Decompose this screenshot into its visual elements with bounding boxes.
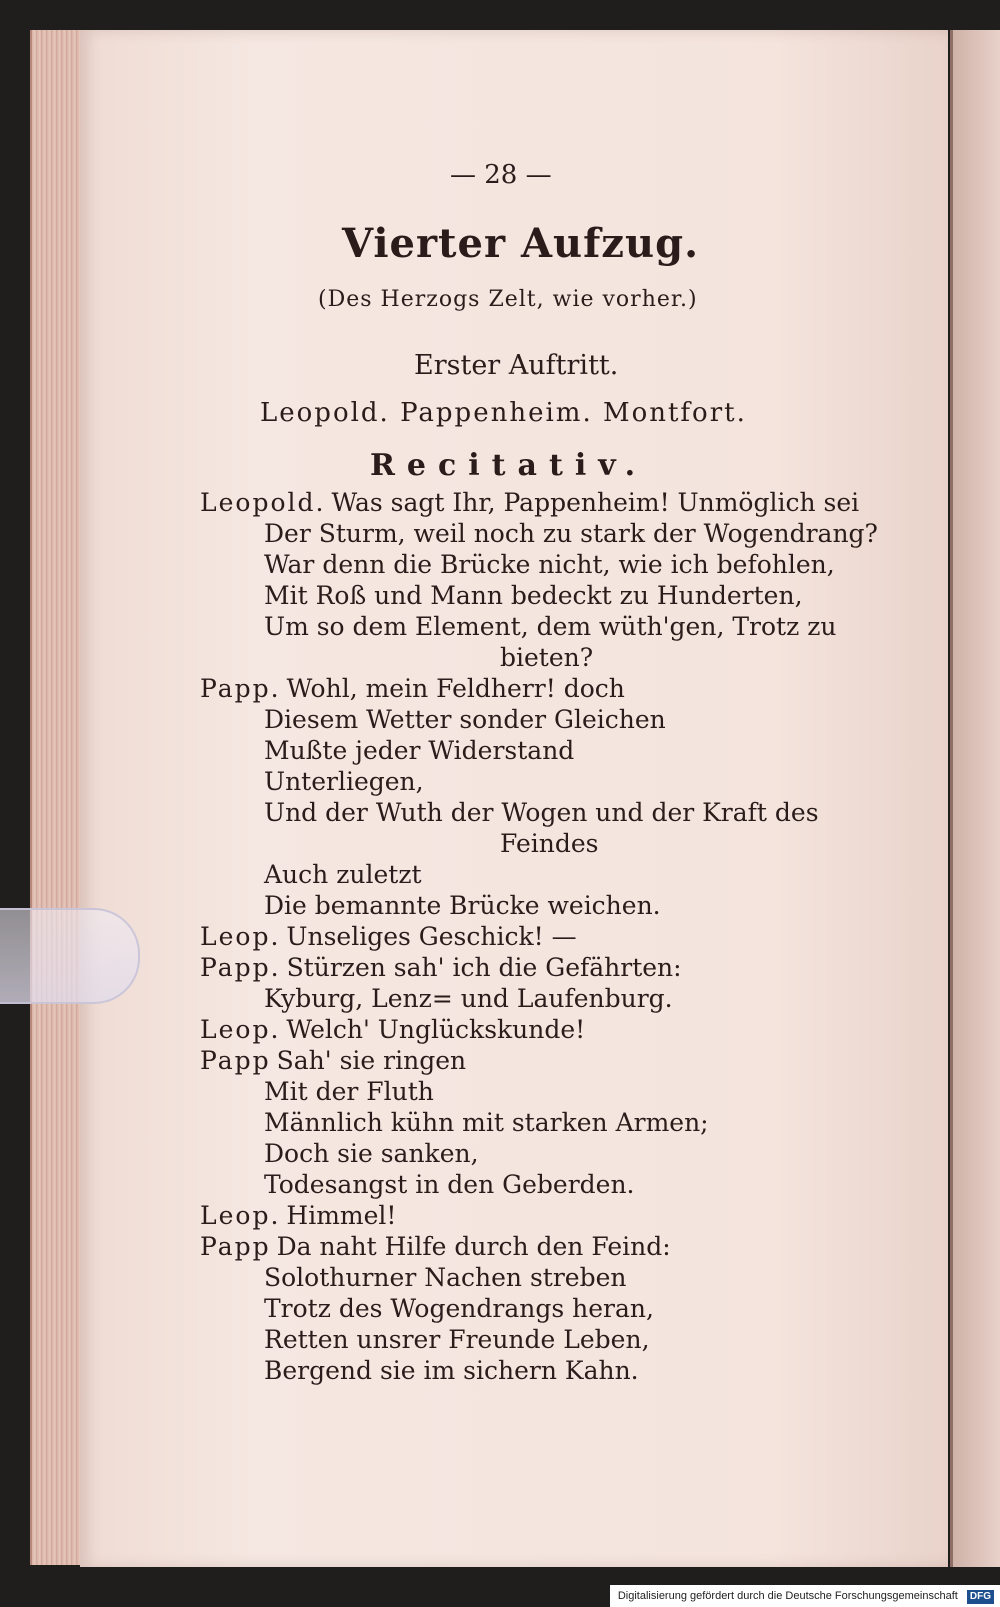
line-text: Doch sie sanken,: [264, 1139, 479, 1168]
line-text: Feindes: [500, 829, 599, 858]
line-text: Mußte jeder Widerstand: [264, 736, 575, 765]
dialogue-line: [200, 1076, 860, 1107]
digitization-credit: [610, 1585, 1000, 1607]
speaker-name: Papp.: [200, 674, 281, 703]
dialogue-line: [200, 1107, 860, 1138]
line-text: War denn die Brücke nicht, wie ich befohlen,: [264, 550, 835, 579]
line-text: Um so dem Element, dem wüth'gen, Trotz zu: [264, 612, 837, 641]
line-text: Mit Roß und Mann bedeckt zu Hunderten,: [264, 581, 803, 610]
line-text: Und der Wuth der Wogen und der Kraft des: [264, 798, 819, 827]
line-text: Himmel!: [286, 1201, 397, 1230]
dialogue-line: [200, 766, 860, 797]
line-text: Diesem Wetter sonder Gleichen: [264, 705, 666, 734]
dialogue-line: [200, 611, 860, 642]
dialogue-line: [200, 983, 860, 1014]
dialogue-line: [200, 487, 860, 518]
line-text: Kyburg, Lenz= und Laufenburg.: [264, 984, 673, 1013]
dialogue-line: [200, 1169, 860, 1200]
line-text: Unterliegen,: [264, 767, 424, 796]
dialogue-line: [200, 1045, 860, 1076]
dfg-logo: DFG: [967, 1590, 994, 1604]
line-text: Unseliges Geschick! —: [286, 922, 577, 951]
page-number: — 28 —: [450, 160, 552, 190]
dialogue-line: [200, 952, 860, 983]
dialogue-line: [200, 580, 860, 611]
line-text: Welch' Unglückskunde!: [286, 1015, 586, 1044]
speaker-name: Leop.: [200, 1201, 281, 1230]
speaker-name: Papp: [200, 1046, 271, 1075]
speaker-name: Leop.: [200, 922, 281, 951]
line-text: Stürzen sah' ich die Gefährten:: [286, 953, 682, 982]
dialogue-line: [200, 518, 878, 549]
dialogue-line: [200, 1355, 860, 1386]
dialogue-line: [200, 735, 860, 766]
cast-list: Leopold. Pappenheim. Montfort.: [260, 398, 747, 428]
dialogue-line: [200, 921, 860, 952]
line-text: Todesangst in den Geberden.: [264, 1170, 635, 1199]
line-text: Mit der Fluth: [264, 1077, 434, 1106]
dialogue-line: [200, 1262, 860, 1293]
dialogue-line: [200, 859, 860, 890]
dialogue-line: [200, 1293, 860, 1324]
line-text: Männlich kühn mit starken Armen;: [264, 1108, 709, 1137]
line-text: Was sagt Ihr, Pappenheim! Unmöglich sei: [331, 488, 860, 517]
dialogue-line: [200, 549, 860, 580]
act-title: Vierter Aufzug.: [342, 220, 699, 267]
dialogue-line: [200, 1200, 860, 1231]
dialogue-line: [200, 1138, 860, 1169]
line-text: Trotz des Wogendrangs heran,: [264, 1294, 654, 1323]
line-text: Solothurner Nachen streben: [264, 1263, 627, 1292]
section-title: Recitativ.: [370, 448, 648, 483]
dialogue-line: [200, 797, 860, 828]
line-text: Der Sturm, weil noch zu stark der Wogendrang?: [264, 519, 878, 548]
line-text: Retten unsrer Freunde Leben,: [264, 1325, 650, 1354]
scene-title: Erster Auftritt.: [414, 350, 619, 381]
speaker-name: Leopold.: [200, 488, 326, 517]
line-text: Auch zuletzt: [264, 860, 422, 889]
line-text: Wohl, mein Feldherr! doch: [286, 674, 625, 703]
line-text: Da naht Hilfe durch den Feind:: [276, 1232, 671, 1261]
dialogue-line: [200, 673, 860, 704]
line-text: Bergend sie im sichern Kahn.: [264, 1356, 639, 1385]
page-clip: [0, 908, 140, 1004]
line-text: Sah' sie ringen: [276, 1046, 467, 1075]
dialogue-line: [200, 704, 860, 735]
dialogue-line: [200, 1324, 860, 1355]
credit-text: Digitalisierung gefördert durch die Deutsche Forschungsgemeinschaft: [617, 1590, 958, 1602]
line-text: Die bemannte Brücke weichen.: [264, 891, 661, 920]
dialogue-block: [200, 487, 878, 1386]
dialogue-line: [200, 828, 860, 859]
speaker-name: Papp.: [200, 953, 281, 982]
stage-direction: (Des Herzogs Zelt, wie vorher.): [318, 287, 698, 312]
speaker-name: Leop.: [200, 1015, 281, 1044]
dialogue-line: [200, 1231, 860, 1262]
line-text: bieten?: [500, 643, 594, 672]
dialogue-line: [200, 1014, 860, 1045]
dialogue-line: [200, 890, 860, 921]
dialogue-line: [200, 642, 860, 673]
speaker-name: Papp: [200, 1232, 271, 1261]
facing-page-edge: [950, 30, 1000, 1567]
